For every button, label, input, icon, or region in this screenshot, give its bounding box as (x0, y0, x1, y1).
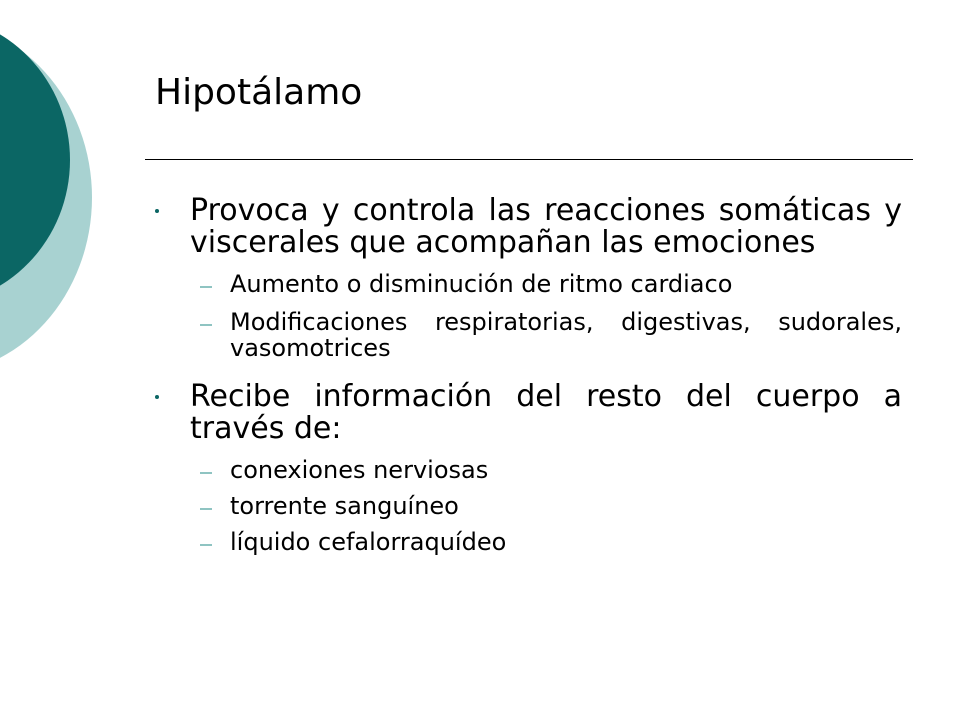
sub-bullet-text: líquido cefalorraquídeo (230, 528, 507, 556)
slide-title: Hipotálamo (155, 72, 363, 113)
dash-icon (200, 324, 212, 326)
dash-icon (200, 544, 212, 546)
sub-bullet-item (150, 457, 902, 483)
bullet-icon (155, 395, 159, 399)
bullet-item (150, 195, 902, 259)
sub-bullet-text: conexiones nerviosas (230, 456, 489, 484)
dash-icon (200, 286, 212, 288)
sub-bullet-item (150, 271, 902, 297)
dash-icon (200, 472, 212, 474)
bullet-text: Recibe información del resto del cuerpo a través de: (190, 379, 902, 446)
dash-icon (200, 508, 212, 510)
title-divider (145, 159, 913, 160)
sub-bullet-text: torrente sanguíneo (230, 492, 459, 520)
sub-bullet-item (150, 529, 902, 555)
bullet-text: Provoca y controla las reacciones somáticas y viscerales que acompañan las emociones (190, 193, 902, 260)
sub-bullet-text: Aumento o disminución de ritmo cardiaco (230, 270, 733, 298)
slide-content (150, 195, 902, 565)
sub-bullet-item (150, 309, 902, 361)
sub-bullet-text: Modificaciones respiratorias, digestivas, sudorales, vasomotrices (230, 308, 902, 362)
sub-bullet-item (150, 493, 902, 519)
bullet-icon (155, 209, 159, 213)
bullet-item (150, 381, 902, 445)
